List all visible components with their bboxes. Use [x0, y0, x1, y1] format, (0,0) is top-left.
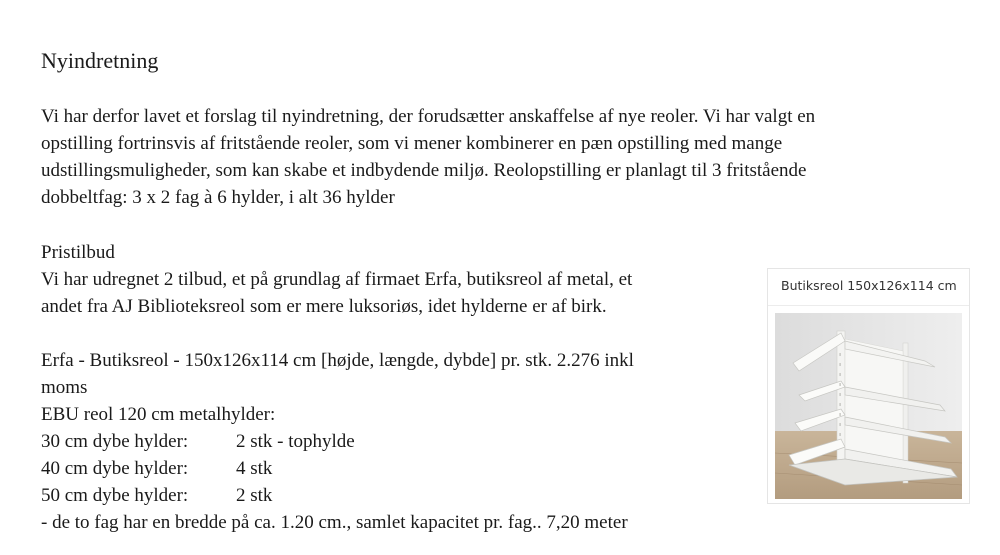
shelf-spec-row [41, 428, 741, 455]
product-card-title: Butiksreol 150x126x114 cm [781, 278, 957, 293]
pristilbud-paragraph [41, 266, 741, 320]
erfa-line: EBU reol 120 cm metalhylder: [41, 404, 276, 425]
card-divider [768, 305, 969, 306]
intro-line: opstilling fortrinsvis af fritstående reoler, som vi mener kombinerer en pæn opstilling med mange [41, 133, 783, 154]
pristilbud-line: Vi har udregnet 2 tilbud, et på grundlag af firmaet Erfa, butiksreol af metal, et [41, 269, 633, 290]
intro-line: dobbeltfag: 3 x 2 fag à 6 hylder, i alt 36 hylder [41, 187, 395, 208]
shelf-spec-value: 2 stk - tophylde [236, 431, 355, 452]
shelf-spec-label: 40 cm dybe hylder: [41, 458, 189, 479]
shelf-spec-label: 50 cm dybe hylder: [41, 485, 189, 506]
shelf-spec-row [41, 482, 741, 509]
shelf-spec-label: 30 cm dybe hylder: [41, 431, 189, 452]
intro-line: Vi har derfor lavet et forslag til nyindretning, der forudsætter anskaffelse af nye reoler. Vi har valgt en [41, 106, 816, 127]
intro-paragraph [41, 103, 941, 211]
pristilbud-line: andet fra AJ Biblioteksreol som er mere luksoriøs, idet hylderne er af birk. [41, 296, 607, 317]
section-heading: Nyindretning [41, 48, 159, 73]
pristilbud-title: Pristilbud [41, 242, 115, 263]
shelf-spec-value: 4 stk [236, 458, 273, 479]
erfa-line: moms [41, 377, 88, 398]
product-card[interactable] [767, 268, 970, 504]
erfa-offer [41, 347, 741, 536]
intro-line: udstillingsmuligheder, som kan skabe et indbydende miljø. Reolopstilling er planlagt til 3 fritstående [41, 160, 807, 181]
erfa-note: - de to fag har en bredde på ca. 1.20 cm., samlet kapacitet pr. fag.. 7,20 meter [41, 512, 628, 533]
shelf-product-image [775, 313, 962, 499]
erfa-line: Erfa - Butiksreol - 150x126x114 cm [højde, længde, dybde] pr. stk. 2.276 inkl [41, 350, 634, 371]
shelf-spec-value: 2 stk [236, 485, 273, 506]
shelf-spec-row [41, 455, 741, 482]
